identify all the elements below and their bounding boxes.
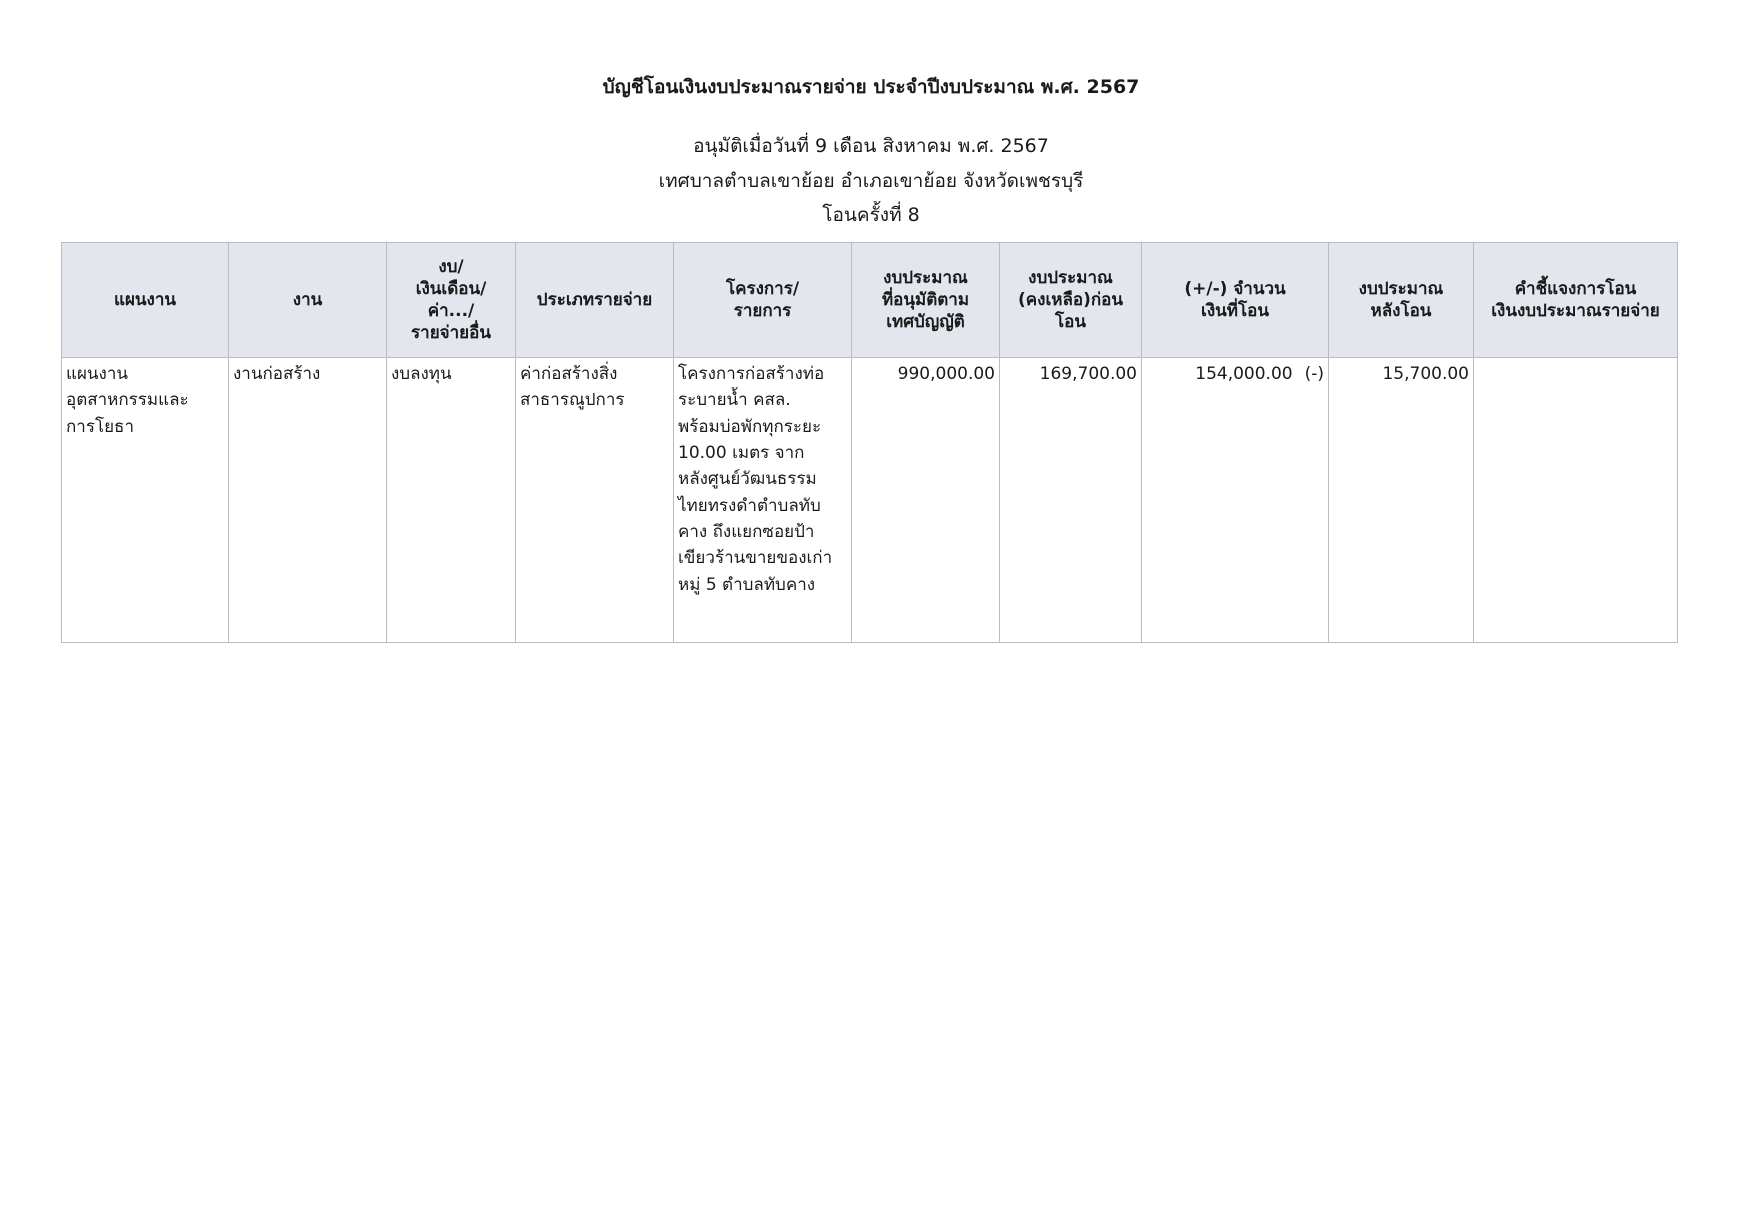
- header-work: งาน: [229, 243, 387, 358]
- budget-transfer-table: [61, 242, 1678, 643]
- cell-transfer-amount: [1142, 358, 1329, 643]
- cell-project: โครงการก่อสร้างท่อ ระบายน้ำ คสล. พร้อมบ่อพักทุกระยะ 10.00 เมตร จาก หลังศูนย์วัฒนธรรม ไทยทรงดำตำบลทับ คาง ถึงแยกซอยป้า เขียวร้านขายของเก่า หมู่ 5 ตำบลทับคาง: [674, 358, 852, 643]
- header-approved-budget: งบประมาณ ที่อนุมัติตาม เทศบัญญัติ: [852, 243, 1000, 358]
- cell-budget-after: 15,700.00: [1329, 358, 1474, 643]
- cell-plan: แผนงาน อุตสาหกรรมและ การโยธา: [62, 358, 229, 643]
- cell-budget-category: งบลงทุน: [387, 358, 516, 643]
- table-header-row: [62, 243, 1678, 358]
- header-remaining-before: งบประมาณ (คงเหลือ)ก่อน โอน: [1000, 243, 1142, 358]
- cell-expense-type: ค่าก่อสร้างสิ่ง สาธารณูปการ: [516, 358, 674, 643]
- cell-approved-budget: 990,000.00: [852, 358, 1000, 643]
- header-transfer-amount: (+/-) จำนวน เงินที่โอน: [1142, 243, 1329, 358]
- header-project: โครงการ/ รายการ: [674, 243, 852, 358]
- document-title: บัญชีโอนเงินงบประมาณรายจ่าย ประจำปีงบประมาณ พ.ศ. 2567: [602, 76, 1140, 98]
- transfer-amount-value: 154,000.00: [1195, 364, 1293, 384]
- transfer-sign: (-): [1304, 364, 1324, 384]
- organization-line: เทศบาลตำบลเขาย้อย อำเภอเขาย้อย จังหวัดเพชรบุรี: [658, 170, 1084, 192]
- header-explanation: คำชี้แจงการโอน เงินงบประมาณรายจ่าย: [1474, 243, 1678, 358]
- approval-date-line: อนุมัติเมื่อวันที่ 9 เดือน สิงหาคม พ.ศ. 2567: [693, 135, 1049, 157]
- table-row: [62, 358, 1678, 643]
- header-budget-category: งบ/ เงินเดือน/ ค่า.../ รายจ่ายอื่น: [387, 243, 516, 358]
- cell-remaining-before: 169,700.00: [1000, 358, 1142, 643]
- header-budget-after: งบประมาณ หลังโอน: [1329, 243, 1474, 358]
- header-expense-type: ประเภทรายจ่าย: [516, 243, 674, 358]
- transfer-number: โอนครั้งที่ 8: [822, 204, 920, 226]
- cell-explanation: [1474, 358, 1678, 643]
- cell-work: งานก่อสร้าง: [229, 358, 387, 643]
- header-plan: แผนงาน: [62, 243, 229, 358]
